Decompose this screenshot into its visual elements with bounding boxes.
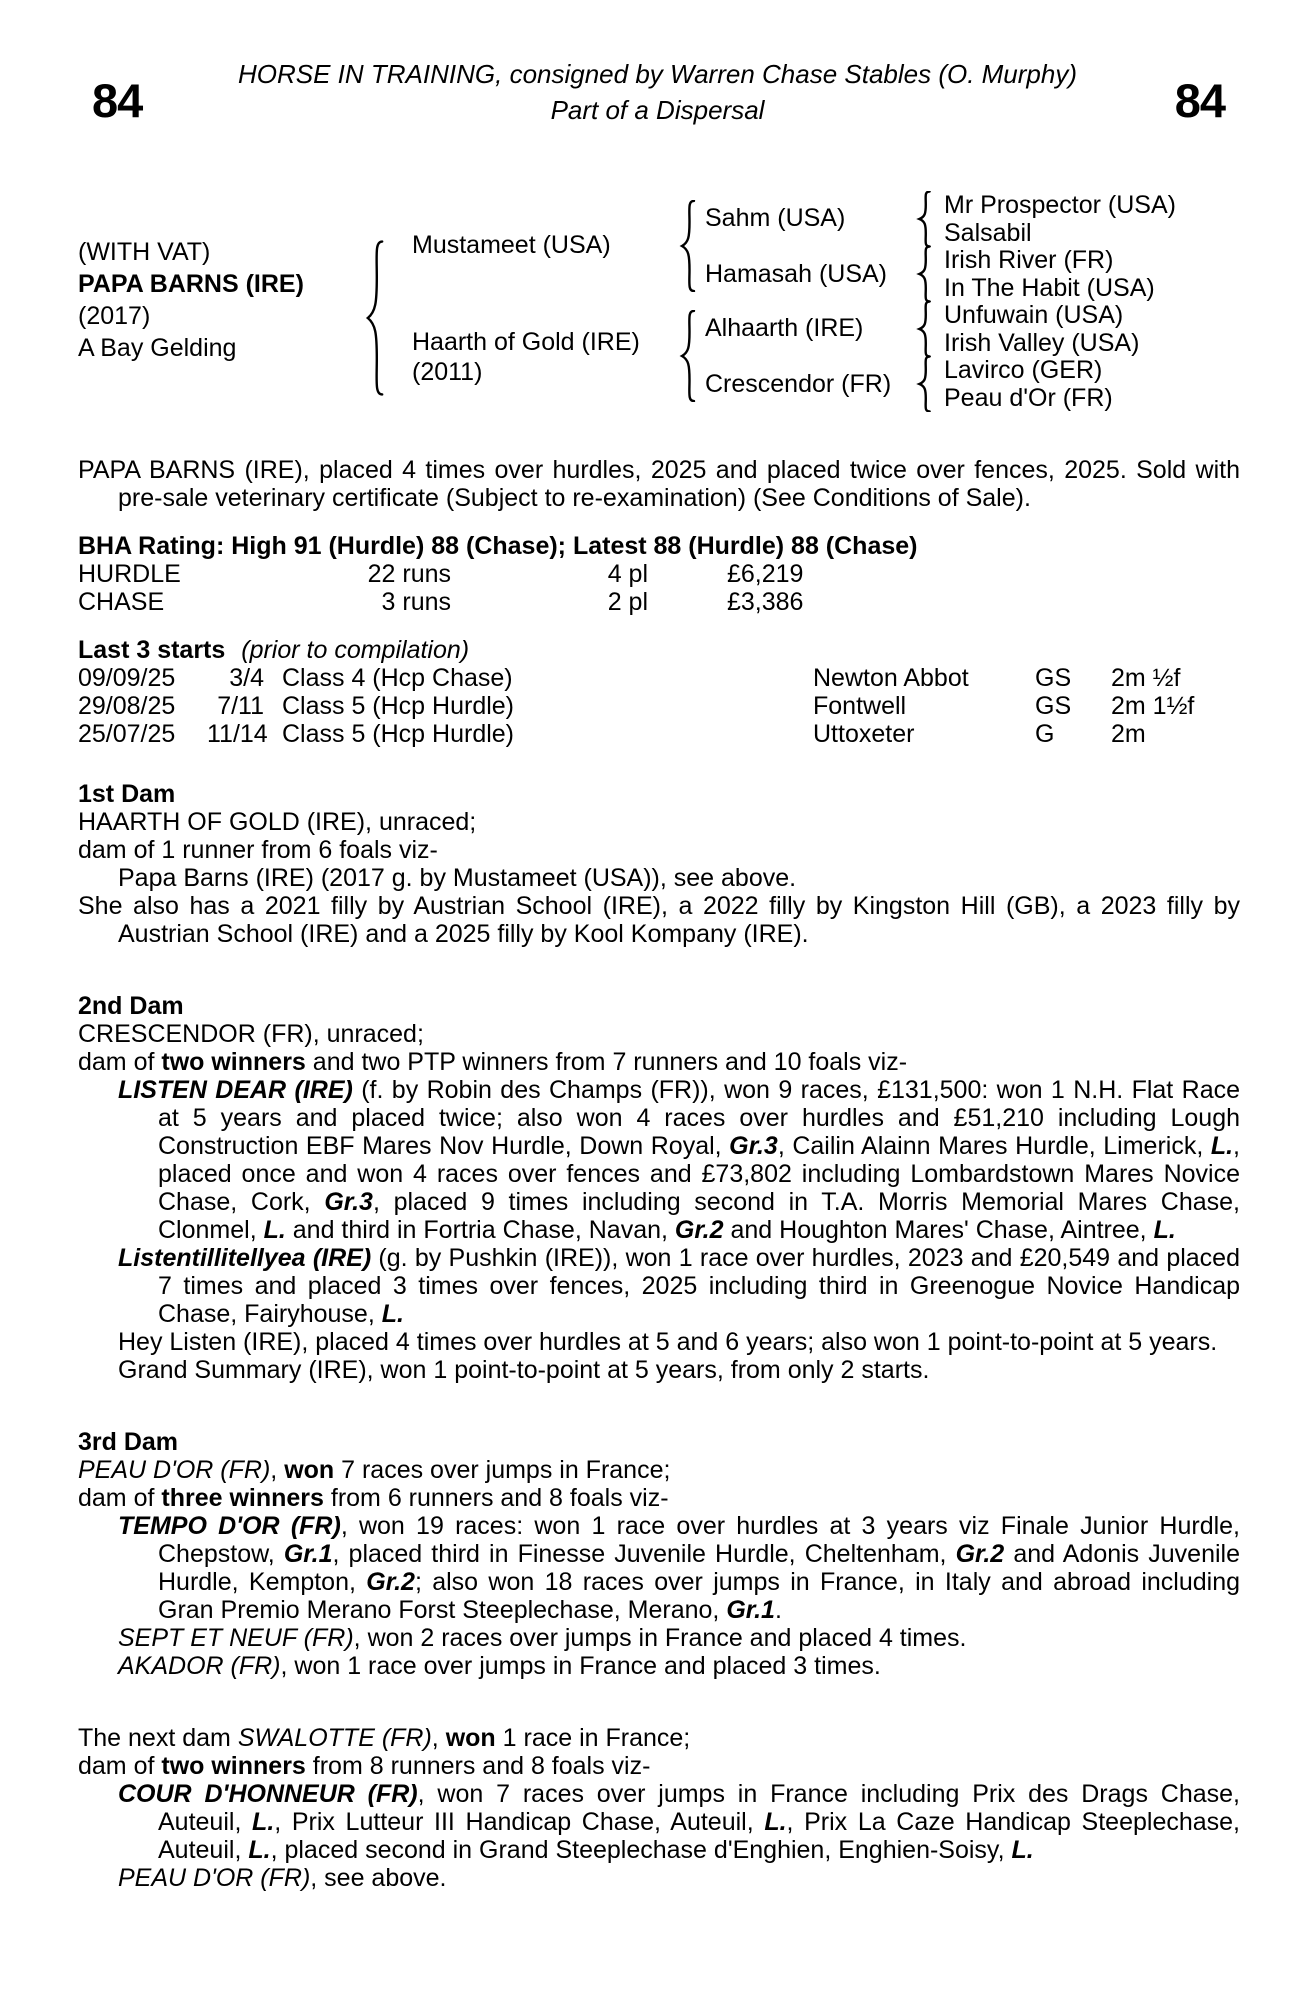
grandparent-name: Crescendor (FR)	[705, 370, 892, 398]
start-distance: 2m 1½f	[1111, 692, 1195, 720]
race-type: HURDLE	[78, 560, 181, 588]
start-class: Class 5 (Hcp Hurdle)	[282, 692, 515, 720]
start-position: 7/11	[217, 692, 264, 720]
consignor-line: HORSE IN TRAINING, consigned by Warren Chase Stables (O. Murphy)	[237, 59, 1078, 89]
start-going: G	[1035, 720, 1055, 748]
dam-line: HAARTH OF GOLD (IRE), unraced;	[78, 808, 477, 836]
great-grandparent-name: Lavirco (GER)	[944, 356, 1103, 384]
start-date: 29/08/25	[78, 692, 176, 720]
start-distance: 2m	[1111, 720, 1146, 748]
race-runs: 3 runs	[381, 588, 451, 616]
grandparent-name: Sahm (USA)	[705, 204, 846, 232]
second-dam-section	[78, 992, 1240, 1384]
race-record-row	[78, 560, 1240, 588]
dam-line: dam of two winners and two PTP winners from 7 runners and 10 foals viz-	[78, 1048, 908, 1076]
pedigree-brace-g3	[916, 191, 933, 247]
start-going: GS	[1035, 664, 1072, 692]
foaling-year: (2017)	[78, 302, 151, 330]
third-dam-section	[78, 1428, 1240, 1680]
first-dam-section	[78, 780, 1240, 948]
last-start-row	[78, 720, 1240, 748]
page-header	[0, 0, 1315, 136]
grandparent-name: Hamasah (USA)	[705, 260, 887, 288]
race-placings: 2 pl	[607, 588, 648, 616]
lot-number-right: 84	[1174, 74, 1225, 127]
great-grandparent-name: Mr Prospector (USA)	[944, 191, 1176, 219]
foal-entry: SEPT ET NEUF (FR), won 2 races over jumps in France and placed 4 times.	[118, 1624, 967, 1652]
last-starts-subtitle: (prior to compilation)	[241, 636, 470, 664]
catalogue-body	[78, 456, 1240, 1892]
start-distance: 2m ½f	[1111, 664, 1181, 692]
last-starts-title: Last 3 starts	[78, 636, 226, 664]
foal-entry: AKADOR (FR), won 1 race over jumps in France and placed 3 times.	[118, 1652, 881, 1680]
colour-sex: A Bay Gelding	[78, 334, 237, 362]
race-runs: 22 runs	[367, 560, 451, 588]
section-heading: 2nd Dam	[78, 992, 184, 1020]
vat-note: (WITH VAT)	[78, 238, 211, 266]
start-date: 09/09/25	[78, 664, 176, 692]
foal-entry: Grand Summary (IRE), won 1 point-to-point at 5 years, from only 2 starts.	[118, 1356, 930, 1384]
foal-entry: PEAU D'OR (FR), see above.	[118, 1864, 447, 1892]
race-earnings: £3,386	[727, 588, 804, 616]
race-record-row	[78, 588, 1240, 616]
dam-line: dam of three winners from 6 runners and 8 foals viz-	[78, 1484, 669, 1512]
pedigree-brace-g3	[916, 301, 933, 357]
start-position: 11/14	[207, 720, 268, 748]
great-grandparent-name: Unfuwain (USA)	[944, 301, 1124, 329]
dam-year: (2011)	[412, 358, 483, 386]
next-dam-section	[78, 1724, 1240, 1892]
last-start-row	[78, 664, 1240, 692]
dam-name: Haarth of Gold (IRE)	[412, 328, 640, 356]
race-earnings: £6,219	[727, 560, 804, 588]
dam-line: dam of two winners from 8 runners and 8 foals viz-	[78, 1752, 651, 1780]
start-course: Newton Abbot	[813, 664, 969, 692]
pedigree-brace-sire	[678, 200, 698, 292]
dam-line: She also has a 2021 filly by Austrian School (IRE), a 2022 filly by Kingston Hill (GB), a 2023 filly by Austrian School (IRE) and a 2025 filly by Kool Kompany (IRE).	[78, 892, 1240, 948]
great-grandparent-name: Peau d'Or (FR)	[944, 384, 1113, 412]
start-class: Class 4 (Hcp Chase)	[282, 664, 513, 692]
race-placings: 4 pl	[607, 560, 648, 588]
great-grandparent-name: Salsabil	[944, 219, 1032, 247]
pedigree-brace-g3	[916, 356, 933, 412]
dispersal-line: Part of a Dispersal	[550, 95, 765, 125]
foal-entry: Listentillitellyea (IRE) (g. by Pushkin (IRE)), won 1 race over hurdles, 2023 and £20,549 and placed 7 times and placed 3 times over fences, 2025 including third in Greenogue Novice Handicap Chase, Fairyhouse, L.	[118, 1244, 1240, 1328]
start-class: Class 5 (Hcp Hurdle)	[282, 720, 515, 748]
great-grandparent-name: In The Habit (USA)	[944, 274, 1155, 302]
dam-line: The next dam SWALOTTE (FR), won 1 race in France;	[78, 1724, 691, 1752]
start-going: GS	[1035, 692, 1072, 720]
great-grandparent-name: Irish Valley (USA)	[944, 329, 1140, 357]
sire-name: Mustameet (USA)	[412, 231, 611, 259]
last-starts-heading	[78, 636, 1240, 664]
start-course: Uttoxeter	[813, 720, 915, 748]
foal-entry: COUR D'HONNEUR (FR), won 7 races over jumps in France including Prix des Drags Chase, Auteuil, L., Prix Lutteur III Handicap Chase, Auteuil, L., Prix La Caze Handicap Steeplechase, Auteuil, L., placed second in Grand Steeplechase d'Enghien, Enghien-Soisy, L.	[118, 1780, 1241, 1864]
pedigree-brace-dam	[678, 310, 698, 402]
pedigree-brace-gen1	[363, 240, 387, 396]
foal-entry: TEMPO D'OR (FR), won 19 races: won 1 race over hurdles at 3 years viz Finale Junior Hurdle, Chepstow, Gr.1, placed third in Finesse Juvenile Hurdle, Cheltenham, Gr.2 and Adonis Juvenile Hurdle, Kempton, Gr.2; also won 18 races over jumps in France, in Italy and abroad including Gran Premio Merano Forst Steeplechase, Merano, Gr.1.	[118, 1512, 1240, 1624]
dam-line: CRESCENDOR (FR), unraced;	[78, 1020, 424, 1048]
foal-entry: LISTEN DEAR (IRE) (f. by Robin des Champs (FR)), won 9 races, £131,500: won 1 N.H. Flat Race at 5 years and placed twice; also won 4 races over hurdles and £51,210 including Lough Construction EBF Mares Nov Hurdle, Down Royal, Gr.3, Cailin Alainn Mares Hurdle, Limerick, L., placed once and won 4 races over fences and £73,802 including Lombardstown Mares Novice Chase, Cork, Gr.3, placed 9 times including second in T.A. Morris Memorial Mares Chase, Clonmel, L. and third in Fortria Chase, Navan, Gr.2 and Houghton Mares' Chase, Aintree, L.	[118, 1076, 1241, 1244]
start-position: 3/4	[229, 664, 264, 692]
grandparent-name: Alhaarth (IRE)	[705, 314, 864, 342]
last-start-row	[78, 692, 1240, 720]
lot-number-left: 84	[92, 74, 143, 127]
foal-entry: Papa Barns (IRE) (2017 g. by Mustameet (USA)), see above.	[118, 864, 797, 892]
great-grandparent-name: Irish River (FR)	[944, 246, 1114, 274]
pedigree-tree	[78, 190, 1240, 430]
bha-rating-line: BHA Rating: High 91 (Hurdle) 88 (Chase); Latest 88 (Hurdle) 88 (Chase)	[78, 532, 918, 560]
horse-name: PAPA BARNS (IRE)	[78, 270, 304, 298]
race-type: CHASE	[78, 588, 165, 616]
dam-line: PEAU D'OR (FR), won 7 races over jumps in France;	[78, 1456, 671, 1484]
foal-entry: Hey Listen (IRE), placed 4 times over hurdles at 5 and 6 years; also won 1 point-to-point at 5 years.	[118, 1328, 1218, 1356]
start-course: Fontwell	[813, 692, 907, 720]
section-heading: 1st Dam	[78, 780, 176, 808]
dam-line: dam of 1 runner from 6 foals viz-	[78, 836, 438, 864]
horse-description: PAPA BARNS (IRE), placed 4 times over hurdles, 2025 and placed twice over fences, 2025. Sold with pre-sale veterinary certificate (Subject to re-examination) (See Conditions of Sale).	[78, 456, 1240, 512]
start-date: 25/07/25	[78, 720, 176, 748]
pedigree-brace-g3	[916, 246, 933, 302]
section-heading: 3rd Dam	[78, 1428, 179, 1456]
